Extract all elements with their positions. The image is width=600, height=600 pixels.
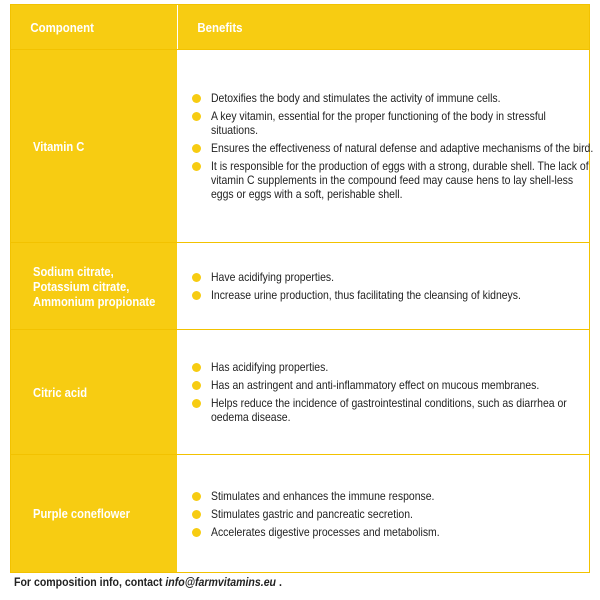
bullet-icon [192, 273, 201, 282]
benefit-text: Increase urine production, thus facilitating the cleansing of kidneys. [211, 288, 521, 302]
benefit-text: Accelerates digestive processes and metabolism. [211, 524, 440, 539]
component-cell [11, 50, 178, 242]
benefit-text: Stimulates and enhances the immune response. [211, 488, 435, 503]
list-item [192, 525, 594, 539]
benefit-text: A key vitamin, essential for the proper functioning of the body in stressful situations. [211, 109, 546, 137]
list-item [192, 159, 594, 201]
list-item [192, 91, 594, 105]
header-cell-component [11, 5, 178, 49]
bullet-icon [192, 510, 201, 519]
benefits-table [10, 4, 594, 573]
component-label: Purple coneflower [33, 506, 130, 521]
benefit-text: Detoxifies the body and stimulates the activity of immune cells. [211, 91, 501, 105]
bullet-icon [192, 492, 201, 501]
list-item [192, 396, 594, 424]
list-item [192, 288, 594, 302]
footer-suffix: . [278, 575, 282, 589]
benefit-text: Has acidifying properties. [211, 360, 329, 374]
component-cell [11, 243, 178, 329]
list-item [192, 378, 594, 392]
list-item [192, 489, 594, 503]
benefits-cell [178, 330, 600, 454]
table-row [11, 329, 589, 454]
list-item [192, 360, 594, 374]
table-row [11, 49, 594, 242]
benefit-text: Ensures the effectiveness of natural defense and adaptive mechanisms of the bird. [211, 141, 594, 155]
benefits-cell [178, 243, 600, 329]
footer-note [14, 575, 282, 589]
component-label: Sodium citrate, Potassium citrate, Ammonium propionate [33, 263, 156, 309]
benefits-cell [178, 50, 600, 242]
bullet-icon [192, 94, 201, 103]
bullet-icon [192, 399, 201, 408]
benefit-text: Helps reduce the incidence of gastrointestinal conditions, such as diarrhea or oedema disease. [211, 396, 567, 424]
benefit-text: Stimulates gastric and pancreatic secretion. [211, 506, 413, 521]
list-item [192, 109, 594, 137]
component-cell [11, 455, 178, 572]
bullet-icon [192, 528, 201, 537]
benefit-text: Has an astringent and anti-inflammatory effect on mucous membranes. [211, 378, 540, 392]
bullet-icon [192, 381, 201, 390]
bullet-icon [192, 162, 201, 171]
bullet-icon [192, 144, 201, 153]
bullet-icon [192, 363, 201, 372]
component-label: Citric acid [33, 384, 88, 400]
list-item [192, 507, 594, 521]
component-label: Vitamin C [33, 138, 85, 154]
table-row [11, 454, 589, 572]
bullet-icon [192, 112, 201, 121]
component-cell [11, 330, 178, 454]
list-item [192, 141, 594, 155]
footer-prefix: For composition info, contact [14, 575, 163, 589]
benefit-text: Have acidifying properties. [211, 270, 335, 284]
header-component-label: Component [30, 19, 94, 35]
benefit-text: It is responsible for the production of eggs with a strong, durable shell. The lack of vitamin C supplements in the compound feed may cause hens to lay shell-less eggs or eggs with a soft, perishable shell. [211, 159, 589, 201]
bullet-icon [192, 291, 201, 300]
table-row [11, 242, 589, 329]
list-item [192, 270, 594, 284]
table-header [11, 5, 589, 49]
benefits-cell [178, 455, 600, 572]
contact-email-link[interactable]: info@farmvitamins.eu [165, 575, 277, 589]
header-benefits-label: Benefits [197, 19, 243, 35]
